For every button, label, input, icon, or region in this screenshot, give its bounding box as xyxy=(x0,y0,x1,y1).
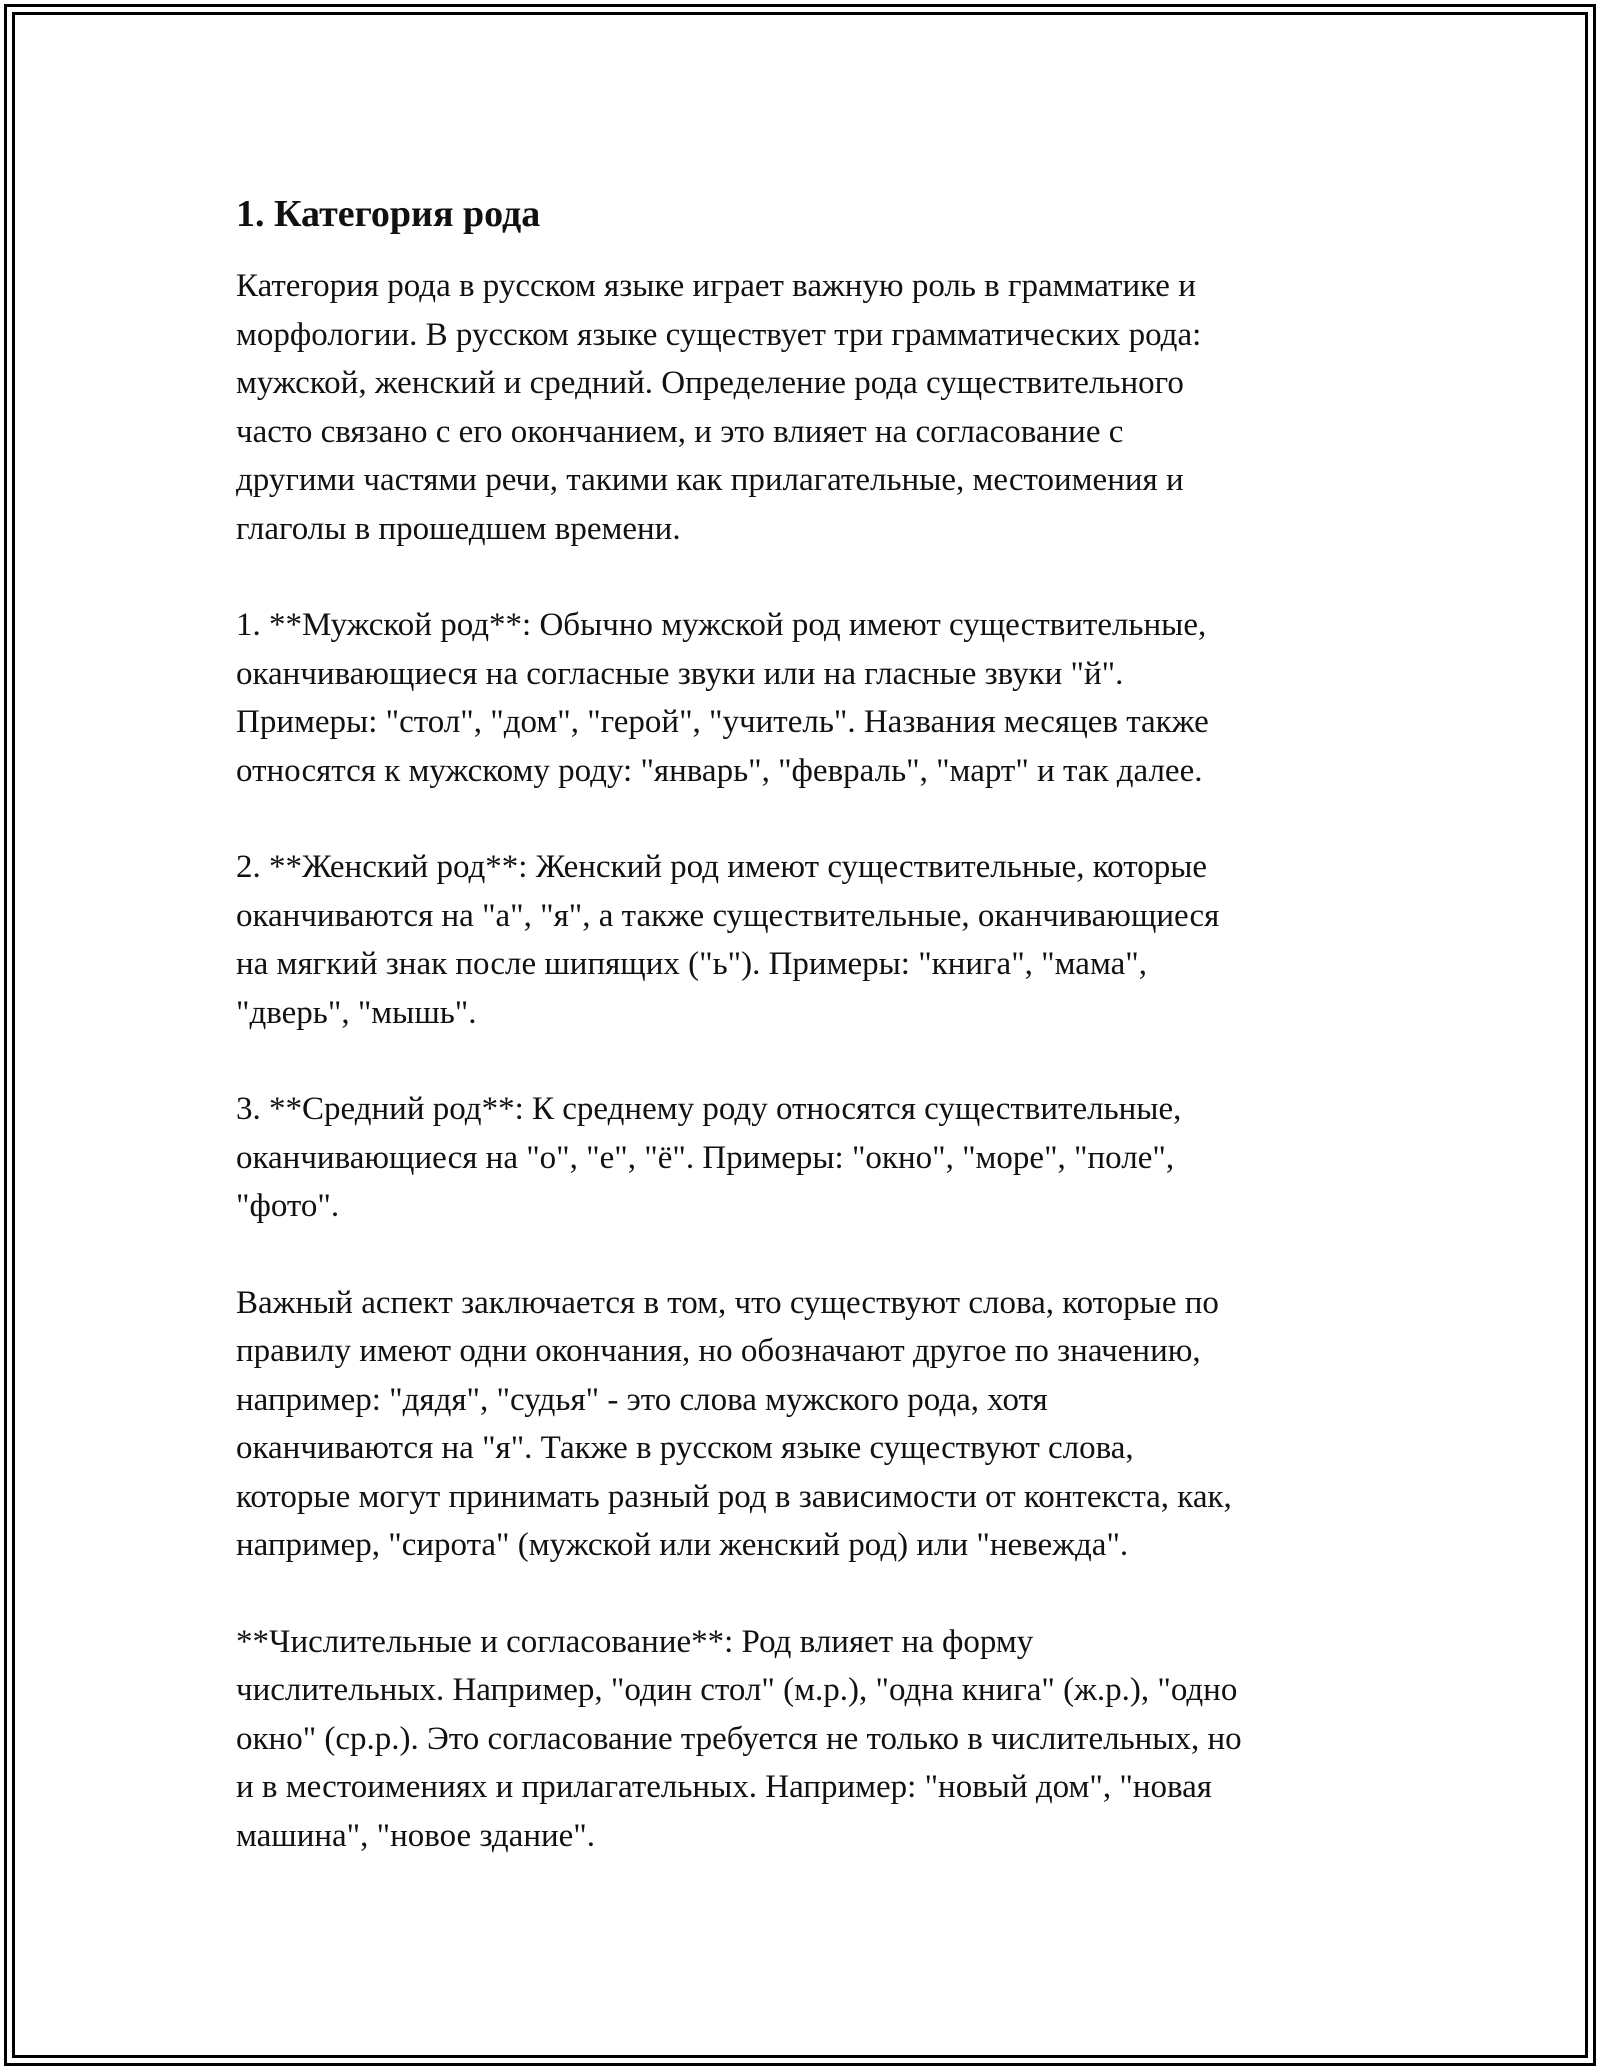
paragraph-masculine: 1. **Мужской род**: Обычно мужской род имеют существительные, оканчивающиеся на согласные звуки или на гласные звуки "й". Примеры: "стол", "дом", "герой", "учитель". Названия месяцев также относятся к мужскому роду: "январь", "февраль", "март" и так далее. xyxy=(236,607,1209,789)
document-body xyxy=(236,186,1386,1908)
paragraph-numerals: **Числительные и согласование**: Род влияет на форму числительных. Например, "один стол" (м.р.), "одна книга" (ж.р.), "одно окно" (ср.р.). Это согласование требуется не только в числительных, но и в местоимениях и прилагательных. Например: "новый дом", "новая машина", "новое здание". xyxy=(236,1623,1242,1854)
paragraph-intro: Категория рода в русском языке играет важную роль в грамматике и морфологии. В русском языке существует три грамматических рода: мужской, женский и средний. Определение рода существительного часто связано с его окончанием, и это влияет на согласование с другими частями речи, такими как прилагательные, местоимения и глаголы в прошедшем времени. xyxy=(236,268,1202,547)
section-heading: 1. Категория рода xyxy=(236,193,541,235)
paragraph-neuter: 3. **Средний род**: К среднему роду относятся существительные, оканчивающиеся на "о", "е", "ё". Примеры: "окно", "море", "поле", "фото". xyxy=(236,1091,1182,1224)
paragraph-exceptions: Важный аспект заключается в том, что существуют слова, которые по правилу имеют одни окончания, но обозначают другое по значению, например: "дядя", "судья" - это слова мужского рода, хотя оканчиваются на "я". Также в русском языке существуют слова, которые могут принимать разный род в зависимости от контекста, как, например, "сирота" (мужской или женский род) или "невежда". xyxy=(236,1284,1232,1563)
paragraph-feminine: 2. **Женский род**: Женский род имеют существительные, которые оканчиваются на "а", "я", а также существительные, оканчивающиеся на мягкий знак после шипящих ("ь"). Примеры: "книга", "мама", "дверь", "мышь". xyxy=(236,849,1220,1031)
